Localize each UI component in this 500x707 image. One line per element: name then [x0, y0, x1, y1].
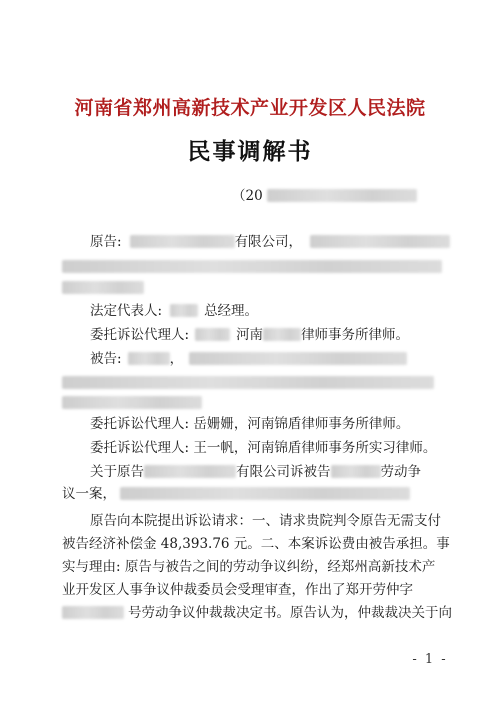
case-number-prefix: （20 — [232, 188, 263, 204]
redacted-plaintiff-address-3 — [62, 281, 144, 294]
case-number-line — [232, 187, 417, 205]
defendant-label: 被告: — [90, 351, 122, 367]
redacted-defendant-ref — [331, 465, 381, 478]
case-intro-line — [90, 463, 421, 481]
case-intro-b: 有限公司诉被告 — [236, 464, 331, 480]
redacted-case-number — [267, 189, 417, 202]
redacted-arbitration-no — [62, 606, 124, 619]
redacted-agent-1-name — [195, 328, 230, 341]
case-intro-line-2 — [62, 485, 410, 503]
redacted-defendant-name — [128, 352, 170, 365]
agent-1-line — [90, 326, 409, 344]
redacted-defendant-info — [189, 352, 407, 365]
redacted-plaintiff-address-2 — [62, 260, 442, 273]
case-intro-a: 关于原告 — [90, 464, 144, 480]
claim-line-5 — [62, 604, 452, 622]
claim-line-5-text: 号劳动争议仲裁裁决定书。原告认为，仲裁裁决关于向 — [128, 605, 452, 621]
document-type-title: 民事调解书 — [187, 138, 313, 165]
case-intro-c: 劳动争 — [380, 464, 421, 480]
agent-1-firm-prefix: 河南 — [236, 327, 264, 343]
defendant-line — [90, 350, 407, 368]
legal-rep-title: 总经理。 — [204, 303, 259, 319]
claim-line-4: 业开发区人事争议仲裁委员会受理审查，作出了郑开劳仲字 — [62, 582, 413, 598]
agent-1-firm-suffix: 律师事务所律师。 — [301, 327, 410, 343]
redacted-plaintiff-address — [310, 235, 450, 248]
agent-1-label: 委托诉讼代理人: — [90, 327, 190, 343]
redacted-defendant-info-3 — [62, 396, 202, 409]
claim-line-1: 原告向本院提出诉讼请求：一、请求贵院判令原告无需支付 — [90, 513, 441, 529]
redacted-case-intro — [120, 487, 410, 500]
court-name: 河南省郑州高新技术产业开发区人民法院 — [74, 97, 426, 119]
legal-rep-line — [90, 302, 258, 320]
redacted-plaintiff-ref — [144, 465, 236, 478]
redacted-defendant-info-2 — [62, 376, 434, 389]
plaintiff-name-tail: 有限公司， — [234, 234, 303, 250]
plaintiff-line — [90, 233, 450, 251]
redacted-agent-1-firm — [263, 328, 301, 341]
agent-3-line: 委托诉讼代理人: 王一帆，河南锦盾律师事务所实习律师。 — [90, 440, 437, 456]
case-intro-d: 议一案， — [62, 486, 116, 502]
redacted-legal-rep-name — [170, 304, 198, 317]
defendant-comma: ， — [169, 351, 184, 367]
redacted-plaintiff-name — [130, 235, 235, 248]
legal-rep-label: 法定代表人: — [90, 303, 163, 319]
plaintiff-label: 原告: — [90, 234, 122, 250]
claim-line-3: 实与理由: 原告与被告之间的劳动争议纠纷，经郑州高新技术产 — [62, 559, 436, 575]
claim-line-2: 被告经济补偿金 48,393.76 元。二、本案诉讼费由被告承担。事 — [62, 536, 450, 552]
page-number: - 1 - — [412, 652, 448, 667]
agent-2-line: 委托诉讼代理人: 岳姗姗，河南锦盾律师事务所律师。 — [90, 416, 410, 432]
